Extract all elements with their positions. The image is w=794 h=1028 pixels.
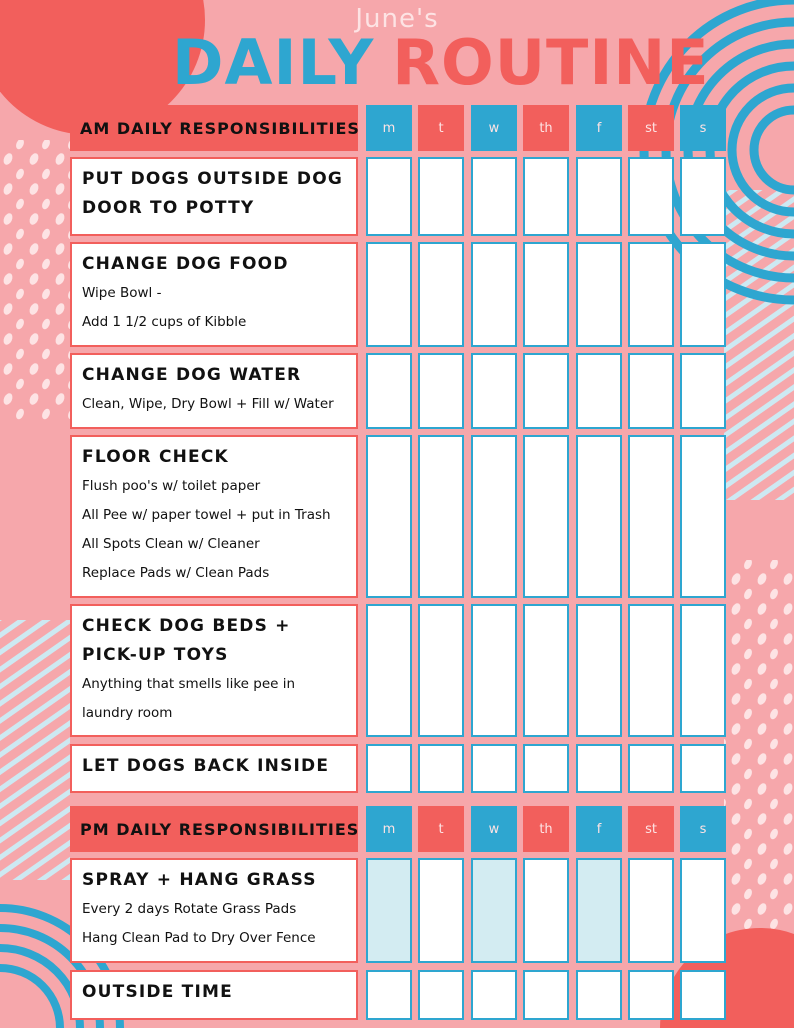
checkbox-m[interactable] [366,744,412,793]
checkbox-w[interactable] [471,157,517,236]
checkbox-th[interactable] [523,435,569,598]
title-word-daily: DAILY [172,26,375,99]
checkbox-t[interactable] [418,604,464,737]
task-detail: All Spots Clean w/ Cleaner [82,536,260,552]
am-section-heading: AM DAILY RESPONSIBILITIES [70,105,358,151]
task-detail: Anything that smells like pee in [82,676,296,692]
task-title: CHANGE DOG WATER [82,365,302,385]
pm-section-heading: PM DAILY RESPONSIBILITIES [70,806,358,852]
am-day-header-st: st [628,105,674,151]
checkbox-m[interactable] [366,157,412,236]
checkbox-w[interactable] [471,604,517,737]
task-detail: Flush poo's w/ toilet paper [82,478,261,494]
am-day-header-m: m [366,105,412,151]
checkbox-s[interactable] [680,858,726,963]
checkbox-w[interactable] [471,353,517,429]
checkbox-th[interactable] [523,353,569,429]
checkbox-m[interactable] [366,970,412,1020]
checkbox-st[interactable] [628,242,674,347]
checkbox-s[interactable] [680,353,726,429]
checkbox-w[interactable] [471,435,517,598]
checkbox-t[interactable] [418,353,464,429]
checkbox-w[interactable] [471,744,517,793]
checkbox-st[interactable] [628,435,674,598]
checkbox-f[interactable] [576,353,622,429]
checkbox-t[interactable] [418,744,464,793]
task-title: CHANGE DOG FOOD [82,254,289,274]
checkbox-s[interactable] [680,970,726,1020]
checkbox-st[interactable] [628,744,674,793]
checkbox-s[interactable] [680,604,726,737]
checkbox-f[interactable] [576,970,622,1020]
checkbox-f[interactable] [576,435,622,598]
checkbox-s[interactable] [680,242,726,347]
checkbox-s[interactable] [680,744,726,793]
checkbox-th[interactable] [523,858,569,963]
checkbox-f[interactable] [576,604,622,737]
am-day-header-s: s [680,105,726,151]
checkbox-w[interactable] [471,970,517,1020]
task-row [70,157,358,236]
task-title: PUT DOGS OUTSIDE DOG DOOR TO POTTY [82,169,344,218]
pm-day-header-th: th [523,806,569,852]
checkbox-f[interactable] [576,744,622,793]
checkbox-m[interactable] [366,435,412,598]
checkbox-w[interactable] [471,242,517,347]
task-detail: laundry room [82,705,173,721]
task-row [70,435,358,598]
title-word-routine: ROUTINE [392,26,710,99]
task-detail: Hang Clean Pad to Dry Over Fence [82,930,316,946]
checkbox-st[interactable] [628,970,674,1020]
pm-day-header-w: w [471,806,517,852]
checkbox-s[interactable] [680,157,726,236]
checkbox-st[interactable] [628,157,674,236]
checkbox-m[interactable] [366,353,412,429]
checkbox-f[interactable] [576,157,622,236]
task-row [70,858,358,963]
pm-day-header-m: m [366,806,412,852]
task-row [70,242,358,347]
checkbox-th[interactable] [523,970,569,1020]
am-day-header-f: f [576,105,622,151]
checkbox-t[interactable] [418,970,464,1020]
task-row [70,744,358,793]
checkbox-w[interactable] [471,858,517,963]
task-detail: All Pee w/ paper towel + put in Trash [82,507,331,523]
checkbox-t[interactable] [418,157,464,236]
checkbox-t[interactable] [418,858,464,963]
task-title: FLOOR CHECK [82,447,229,467]
checkbox-th[interactable] [523,242,569,347]
pm-day-header-f: f [576,806,622,852]
task-row [70,970,358,1020]
task-detail: Wipe Bowl - [82,285,162,301]
checkbox-f[interactable] [576,242,622,347]
checkbox-th[interactable] [523,157,569,236]
title-owner: June's [355,4,439,34]
task-row [70,353,358,429]
checkbox-m[interactable] [366,858,412,963]
pm-day-header-s: s [680,806,726,852]
checkbox-st[interactable] [628,353,674,429]
task-title: LET DOGS BACK INSIDE [82,756,330,776]
task-detail: Clean, Wipe, Dry Bowl + Fill w/ Water [82,396,334,412]
checkbox-st[interactable] [628,604,674,737]
checkbox-t[interactable] [418,242,464,347]
checkbox-s[interactable] [680,435,726,598]
checkbox-m[interactable] [366,604,412,737]
pm-day-header-t: t [418,806,464,852]
checkbox-th[interactable] [523,604,569,737]
task-detail: Replace Pads w/ Clean Pads [82,565,270,581]
task-row [70,604,358,737]
pm-day-header-st: st [628,806,674,852]
checkbox-th[interactable] [523,744,569,793]
am-day-header-th: th [523,105,569,151]
am-day-header-t: t [418,105,464,151]
checkbox-t[interactable] [418,435,464,598]
am-day-header-w: w [471,105,517,151]
task-title: CHECK DOG BEDS + PICK-UP TOYS [82,616,291,665]
checkbox-st[interactable] [628,858,674,963]
checkbox-m[interactable] [366,242,412,347]
page-title [172,28,710,98]
task-detail: Every 2 days Rotate Grass Pads [82,901,297,917]
checkbox-f[interactable] [576,858,622,963]
task-title: SPRAY + HANG GRASS [82,870,317,890]
task-title: OUTSIDE TIME [82,982,233,1002]
task-detail: Add 1 1/2 cups of Kibble [82,314,247,330]
